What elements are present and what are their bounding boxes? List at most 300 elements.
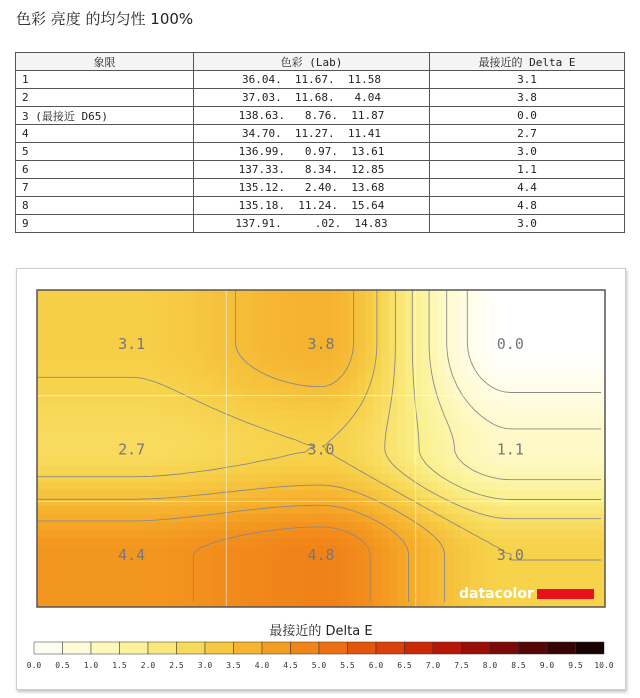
heat-cell	[141, 370, 150, 379]
heat-cell	[509, 370, 518, 379]
heat-cell	[205, 570, 214, 579]
heat-cell	[581, 402, 590, 411]
heat-cell	[189, 514, 198, 523]
heat-cell	[77, 378, 86, 387]
heat-cell	[525, 554, 534, 563]
heat-cell	[45, 474, 54, 483]
heat-cell	[101, 474, 110, 483]
heat-cell	[365, 410, 374, 419]
heat-cell	[413, 442, 422, 451]
heat-cell	[53, 338, 62, 347]
heat-cell	[189, 522, 198, 531]
heat-cell	[93, 306, 102, 315]
heat-cell	[133, 322, 142, 331]
heat-cell	[525, 410, 534, 419]
heat-cell	[469, 402, 478, 411]
heat-cell	[301, 322, 310, 331]
legend-swatch	[262, 642, 291, 654]
heat-cell	[197, 362, 206, 371]
heat-cell	[229, 362, 238, 371]
heat-cell	[389, 538, 398, 547]
heat-cell	[589, 370, 598, 379]
logo-text: datacolor	[459, 586, 534, 602]
heat-cell	[229, 338, 238, 347]
heat-cell	[581, 482, 590, 491]
heat-cell	[173, 594, 182, 603]
heat-cell	[341, 522, 350, 531]
heat-cell	[149, 338, 158, 347]
heat-cell	[581, 410, 590, 419]
heat-cell	[293, 482, 302, 491]
heat-cell	[549, 530, 558, 539]
heat-cell	[541, 338, 550, 347]
heat-cell	[429, 578, 438, 587]
heat-cell	[405, 546, 414, 555]
heat-cell	[557, 314, 566, 323]
heat-cell	[453, 570, 462, 579]
heat-cell	[205, 306, 214, 315]
heat-cell	[461, 434, 470, 443]
heat-cell	[205, 498, 214, 507]
heat-cell	[173, 298, 182, 307]
heat-cell	[477, 482, 486, 491]
heat-cell	[333, 466, 342, 475]
heat-cell	[117, 474, 126, 483]
heat-cell	[357, 450, 366, 459]
quadrant-cell: 8	[16, 197, 194, 215]
heat-cell	[477, 546, 486, 555]
heat-cell	[333, 570, 342, 579]
heat-cell	[413, 370, 422, 379]
heat-cell	[485, 458, 494, 467]
heat-cell	[189, 482, 198, 491]
heat-cell	[181, 410, 190, 419]
heat-cell	[253, 346, 262, 355]
heat-cell	[533, 562, 542, 571]
heat-cell	[221, 490, 230, 499]
heat-cell	[317, 570, 326, 579]
heat-cell	[205, 330, 214, 339]
legend-tick-label: 6.0	[368, 661, 384, 670]
heat-cell	[501, 530, 510, 539]
legend-swatch	[120, 642, 149, 654]
heat-cell	[389, 362, 398, 371]
heat-cell	[221, 402, 230, 411]
heat-cell	[333, 490, 342, 499]
heat-cell	[357, 570, 366, 579]
heat-cell	[301, 530, 310, 539]
heat-cell	[357, 594, 366, 603]
heat-cell	[333, 586, 342, 595]
heat-cell	[413, 554, 422, 563]
heat-cell	[453, 506, 462, 515]
heat-cell	[469, 418, 478, 427]
heat-cell	[309, 426, 318, 435]
heat-cell	[157, 466, 166, 475]
value-label: 4.8	[307, 546, 335, 565]
value-label: 3.8	[307, 334, 335, 353]
heat-cell	[237, 490, 246, 499]
heat-cell	[133, 466, 142, 475]
heat-cell	[197, 594, 206, 603]
heat-cell	[197, 418, 206, 427]
heat-cell	[581, 570, 590, 579]
heat-cell	[453, 346, 462, 355]
heat-cell	[389, 434, 398, 443]
heat-cell	[125, 490, 134, 499]
heat-cell	[357, 314, 366, 323]
heat-cell	[93, 378, 102, 387]
heat-cell	[53, 530, 62, 539]
heat-cell	[213, 562, 222, 571]
heat-cell	[509, 490, 518, 499]
heat-cell	[333, 594, 342, 603]
heat-cell	[85, 338, 94, 347]
heat-cell	[413, 378, 422, 387]
heat-cell	[77, 386, 86, 395]
heat-cell	[197, 370, 206, 379]
heat-cell	[381, 306, 390, 315]
heat-cell	[45, 362, 54, 371]
table-header-row	[16, 53, 625, 71]
heat-cell	[581, 490, 590, 499]
heat-cell	[397, 562, 406, 571]
header-quadrant: 象限	[16, 53, 194, 71]
heat-cell	[341, 378, 350, 387]
heat-cell	[565, 506, 574, 515]
heat-cell	[93, 314, 102, 323]
heat-cell	[293, 410, 302, 419]
heat-cell	[109, 450, 118, 459]
heat-cell	[325, 362, 334, 371]
heat-cell	[253, 578, 262, 587]
heat-cell	[261, 514, 270, 523]
heat-cell	[133, 354, 142, 363]
heat-cell	[93, 458, 102, 467]
heat-cell	[165, 546, 174, 555]
heat-cell	[381, 530, 390, 539]
heat-cell	[189, 466, 198, 475]
heat-cell	[517, 306, 526, 315]
heat-cell	[285, 314, 294, 323]
heat-cell	[349, 482, 358, 491]
heat-cell	[77, 418, 86, 427]
heat-cell	[581, 386, 590, 395]
heat-cell	[53, 314, 62, 323]
heat-cell	[45, 554, 54, 563]
heat-cell	[149, 466, 158, 475]
heat-cell	[509, 410, 518, 419]
heat-cell	[469, 458, 478, 467]
heat-cell	[493, 490, 502, 499]
heat-cell	[109, 426, 118, 435]
heat-cell	[573, 562, 582, 571]
heat-cell	[141, 426, 150, 435]
heat-cell	[253, 298, 262, 307]
heat-cell	[173, 434, 182, 443]
heat-cell	[549, 506, 558, 515]
heat-cell	[157, 594, 166, 603]
heat-cell	[533, 426, 542, 435]
heat-cell	[101, 306, 110, 315]
heat-cell	[413, 538, 422, 547]
heat-cell	[205, 370, 214, 379]
heat-cell	[333, 354, 342, 363]
heat-cell	[445, 490, 454, 499]
heat-cell	[397, 546, 406, 555]
heat-cell	[245, 330, 254, 339]
heat-cell	[397, 330, 406, 339]
heat-cell	[229, 546, 238, 555]
heat-cell	[565, 522, 574, 531]
heat-cell	[229, 506, 238, 515]
heat-cell	[213, 578, 222, 587]
heat-cell	[525, 362, 534, 371]
heat-cell	[461, 426, 470, 435]
heat-cell	[325, 490, 334, 499]
heat-cell	[269, 354, 278, 363]
heat-cell	[101, 482, 110, 491]
heat-cell	[397, 386, 406, 395]
heat-cell	[237, 522, 246, 531]
color-legend	[27, 642, 614, 670]
heat-cell	[541, 442, 550, 451]
heat-cell	[589, 402, 598, 411]
heat-cell	[77, 362, 86, 371]
heat-cell	[469, 426, 478, 435]
heat-cell	[365, 594, 374, 603]
heat-cell	[165, 306, 174, 315]
heat-cell	[549, 578, 558, 587]
heat-cell	[421, 514, 430, 523]
heat-cell	[229, 402, 238, 411]
heat-cell	[293, 306, 302, 315]
heat-cell	[261, 434, 270, 443]
heat-cell	[485, 482, 494, 491]
heat-cell	[101, 522, 110, 531]
heat-cell	[117, 466, 126, 475]
heat-cell	[261, 474, 270, 483]
heat-cell	[485, 330, 494, 339]
heat-cell	[413, 346, 422, 355]
heat-cell	[157, 490, 166, 499]
heat-cell	[373, 418, 382, 427]
heat-cell	[509, 530, 518, 539]
heat-cell	[469, 330, 478, 339]
legend-tick-label: 4.5	[283, 661, 298, 670]
heat-cell	[229, 594, 238, 603]
heat-cell	[485, 546, 494, 555]
heat-cell	[485, 322, 494, 331]
heat-cell	[589, 578, 598, 587]
heat-cell	[293, 522, 302, 531]
heat-cell	[301, 370, 310, 379]
heat-cell	[253, 586, 262, 595]
heat-cell	[429, 554, 438, 563]
heat-cell	[109, 410, 118, 419]
heat-cell	[205, 290, 214, 299]
heat-cell	[581, 354, 590, 363]
heat-cell	[229, 474, 238, 483]
heat-cell	[141, 490, 150, 499]
heat-cell	[229, 330, 238, 339]
heat-cell	[213, 362, 222, 371]
heat-cell	[189, 506, 198, 515]
heat-cell	[53, 474, 62, 483]
heat-cell	[413, 434, 422, 443]
heat-cell	[349, 370, 358, 379]
heat-cell	[453, 490, 462, 499]
heat-cell	[157, 562, 166, 571]
heat-cell	[197, 506, 206, 515]
heat-cell	[365, 586, 374, 595]
heat-cell	[397, 474, 406, 483]
heat-cell	[341, 442, 350, 451]
heat-cell	[445, 554, 454, 563]
heat-cell	[133, 530, 142, 539]
heat-cell	[181, 474, 190, 483]
heat-cell	[509, 482, 518, 491]
heat-cell	[85, 450, 94, 459]
lab-cell: 37.03. 11.68. 4.04	[194, 89, 430, 107]
heat-cell	[557, 386, 566, 395]
heat-cell	[181, 538, 190, 547]
heat-cell	[509, 458, 518, 467]
heat-cell	[189, 434, 198, 443]
heat-cell	[317, 290, 326, 299]
heat-cell	[565, 474, 574, 483]
heat-cell	[101, 354, 110, 363]
heat-cell	[93, 570, 102, 579]
heat-cell	[181, 578, 190, 587]
heat-cell	[133, 386, 142, 395]
heat-cell	[269, 450, 278, 459]
heat-cell	[501, 466, 510, 475]
heat-cell	[525, 290, 534, 299]
heat-cell	[189, 402, 198, 411]
heat-cell	[333, 410, 342, 419]
heat-cell	[573, 554, 582, 563]
heat-cell	[101, 506, 110, 515]
heat-cell	[149, 506, 158, 515]
heat-cell	[301, 570, 310, 579]
heat-cell	[269, 290, 278, 299]
heat-cell	[293, 506, 302, 515]
heat-cell	[293, 538, 302, 547]
heat-cell	[181, 586, 190, 595]
heat-cell	[469, 546, 478, 555]
heat-cell	[205, 562, 214, 571]
heat-cell	[197, 346, 206, 355]
heat-cell	[325, 522, 334, 531]
heat-cell	[461, 314, 470, 323]
heat-cell	[461, 322, 470, 331]
heat-cell	[245, 474, 254, 483]
heat-cell	[285, 458, 294, 467]
heat-cell	[365, 354, 374, 363]
heat-cell	[477, 458, 486, 467]
heat-cell	[549, 418, 558, 427]
heat-cell	[445, 562, 454, 571]
heat-cell	[341, 306, 350, 315]
heat-cell	[101, 554, 110, 563]
heat-cell	[589, 466, 598, 475]
heat-cell	[317, 466, 326, 475]
heat-cell	[157, 354, 166, 363]
heat-cell	[141, 482, 150, 491]
heat-cell	[77, 522, 86, 531]
heat-cell	[565, 458, 574, 467]
heat-cell	[381, 362, 390, 371]
heat-cell	[557, 522, 566, 531]
heat-cell	[125, 314, 134, 323]
heat-cell	[525, 346, 534, 355]
heat-cell	[541, 522, 550, 531]
heat-cell	[557, 450, 566, 459]
heat-cell	[429, 290, 438, 299]
heat-cell	[333, 514, 342, 523]
heat-cell	[381, 330, 390, 339]
heat-cell	[517, 426, 526, 435]
heat-cell	[213, 434, 222, 443]
heat-cell	[213, 466, 222, 475]
heat-cell	[437, 530, 446, 539]
heat-cell	[213, 370, 222, 379]
heat-cell	[93, 578, 102, 587]
heat-cell	[309, 594, 318, 603]
heat-cell	[477, 346, 486, 355]
heat-cell	[445, 346, 454, 355]
heat-cell	[261, 322, 270, 331]
heat-cell	[557, 418, 566, 427]
heat-cell	[45, 490, 54, 499]
legend-tick-label: 5.0	[311, 661, 327, 670]
heat-cell	[213, 314, 222, 323]
heat-cell	[181, 434, 190, 443]
heat-cell	[261, 506, 270, 515]
heat-cell	[157, 554, 166, 563]
heat-cell	[517, 530, 526, 539]
heat-cell	[349, 434, 358, 443]
heat-cell	[389, 586, 398, 595]
heat-cell	[285, 474, 294, 483]
heat-cell	[61, 418, 70, 427]
heat-cell	[269, 402, 278, 411]
heat-cell	[173, 330, 182, 339]
heat-cell	[197, 530, 206, 539]
heat-cell	[549, 306, 558, 315]
heat-cell	[317, 474, 326, 483]
heat-cell	[189, 498, 198, 507]
heat-cell	[357, 410, 366, 419]
heat-cell	[109, 482, 118, 491]
heat-cell	[117, 490, 126, 499]
heat-cell	[173, 306, 182, 315]
heat-cell	[477, 354, 486, 363]
heat-cell	[453, 426, 462, 435]
heat-cell	[365, 466, 374, 475]
heat-cell	[245, 554, 254, 563]
heat-cell	[61, 362, 70, 371]
heat-cell	[405, 554, 414, 563]
heat-cell	[453, 482, 462, 491]
heat-cell	[437, 386, 446, 395]
heat-cell	[557, 354, 566, 363]
heat-cell	[429, 338, 438, 347]
heat-cell	[109, 442, 118, 451]
heat-cell	[173, 538, 182, 547]
heat-cell	[189, 442, 198, 451]
